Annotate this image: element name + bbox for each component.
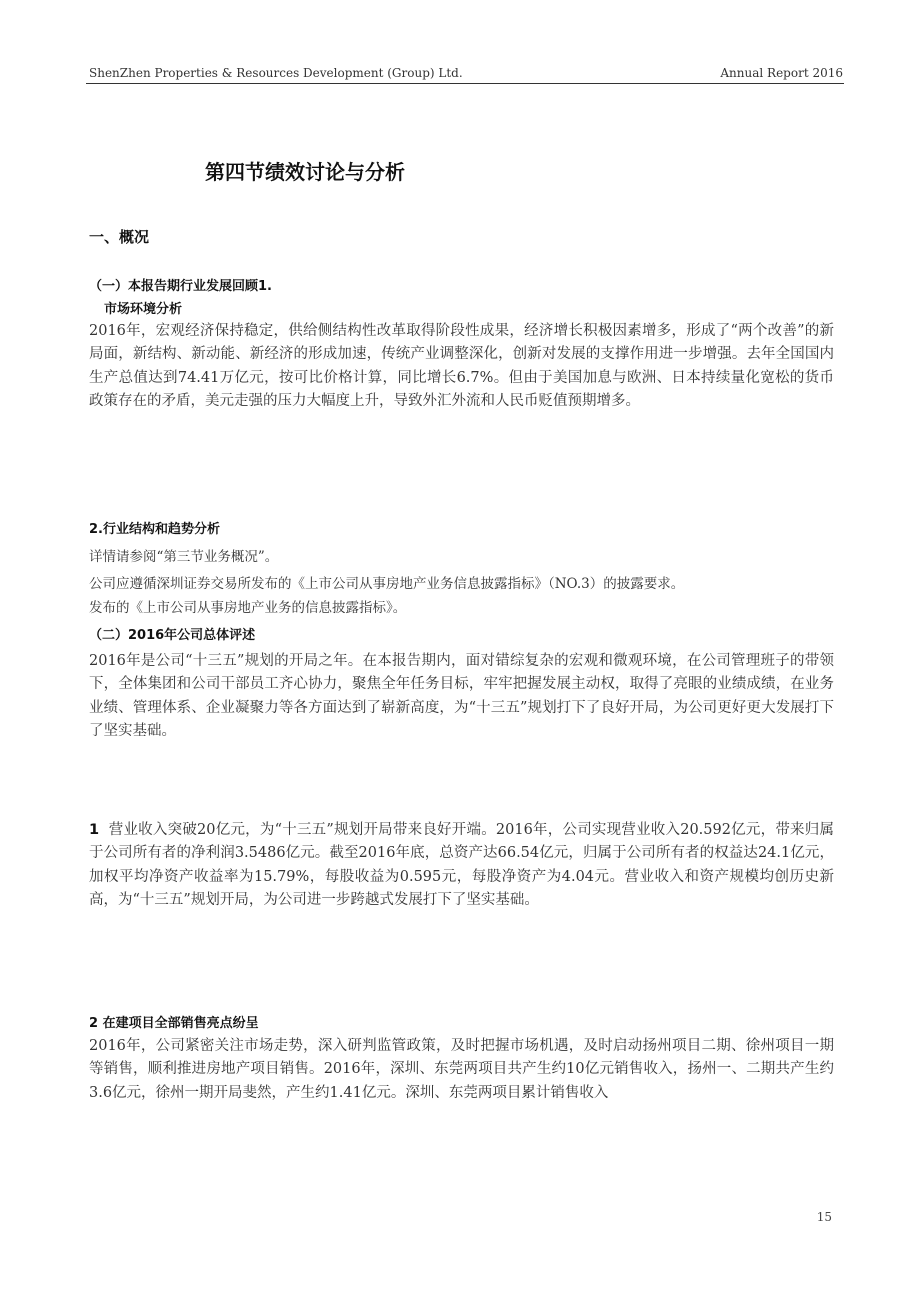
header-report-title: Annual Report 2016 (720, 66, 843, 80)
industry-heading: 2.行业结构和趋势分析 (89, 522, 220, 537)
item1-text: 营业收入突破20亿元，为“十三五”规划开局带来良好开端。2016年，公司实现营业收入20.592亿元，带来归属于公司所有者的净利润3.5486亿元。截至2016年底，总资产达66.54亿元，归属于公司所有者的权益达24.1亿元，加权平均净资产收益率为15.79%，每股收益为0.595元，每股净资产为4.04元。营业收入和资产规模均创历史新高，为“十三五”规划开局，为公司进一步跨越式发展打下了坚实基础。 (89, 822, 834, 908)
market-heading: 市场环境分析 (104, 302, 183, 317)
part2-heading: （二）2016年公司总体评述 (89, 628, 256, 643)
part2-paragraph: 2016年是公司“十三五”规划的开局之年。在本报告期内，面对错综复杂的宏观和微观环境，在公司管理班子的带领下，全体集团和公司干部员工齐心协力，聚焦全年任务目标，牢牢把握发展主动权，取得了亮眼的业绩成绩，在业务业绩、管理体系、企业凝聚力等各方面达到了崭新高度，为“十三五”规划打下了良好开局，为公司更好更大发展打下了坚实基础。 (89, 653, 834, 739)
industry-line-1: 详情请参阅“第三节业务概况”。 (89, 549, 279, 565)
industry-line-2: 公司应遵循深圳证券交易所发布的《上市公司从事房地产业务信息披露指标》（NO.3）的披露要求。 (89, 576, 685, 592)
header-rule (86, 83, 844, 84)
page-number: 15 (816, 1210, 832, 1224)
part1-heading: （一）本报告期行业发展回顾1. (89, 279, 272, 294)
overview-heading: 一、概况 (89, 228, 150, 246)
industry-line-3: 发布的《上市公司从事房地产业务的信息披露指标》。 (89, 600, 407, 616)
section-title: 第四节绩效讨论与分析 (205, 160, 405, 184)
item2-paragraph: 2016年，公司紧密关注市场走势，深入研判监管政策，及时把握市场机遇，及时启动扬州项目二期、徐州项目一期等销售，顺利推进房地产项目销售。2016年，深圳、东莞两项目共产生约10亿元销售收入，扬州一、二期共产生约3.6亿元，徐州一期开局斐然，产生约1.41亿元。深圳、东莞两项目累计销售收入 (89, 1038, 834, 1101)
market-paragraph: 2016年，宏观经济保持稳定，供给侧结构性改革取得阶段性成果，经济增长积极因素增多，形成了“两个改善”的新局面，新结构、新动能、新经济的形成加速，传统产业调整深化，创新对发展的支撑作用进一步增强。去年全国国内生产总值达到74.41万亿元，按可比价格计算，同比增长6.7%。但由于美国加息与欧洲、日本持续量化宽松的货币政策存在的矛盾，美元走强的压力大幅度上升，导致外汇外流和人民币贬值预期增多。 (89, 323, 834, 409)
item2-heading: 2 在建项目全部销售亮点纷呈 (89, 1016, 259, 1031)
header-company: ShenZhen Properties & Resources Development (Group) Ltd. (89, 66, 463, 80)
item1-number: 1 (89, 822, 100, 838)
item1-paragraph (89, 819, 834, 912)
